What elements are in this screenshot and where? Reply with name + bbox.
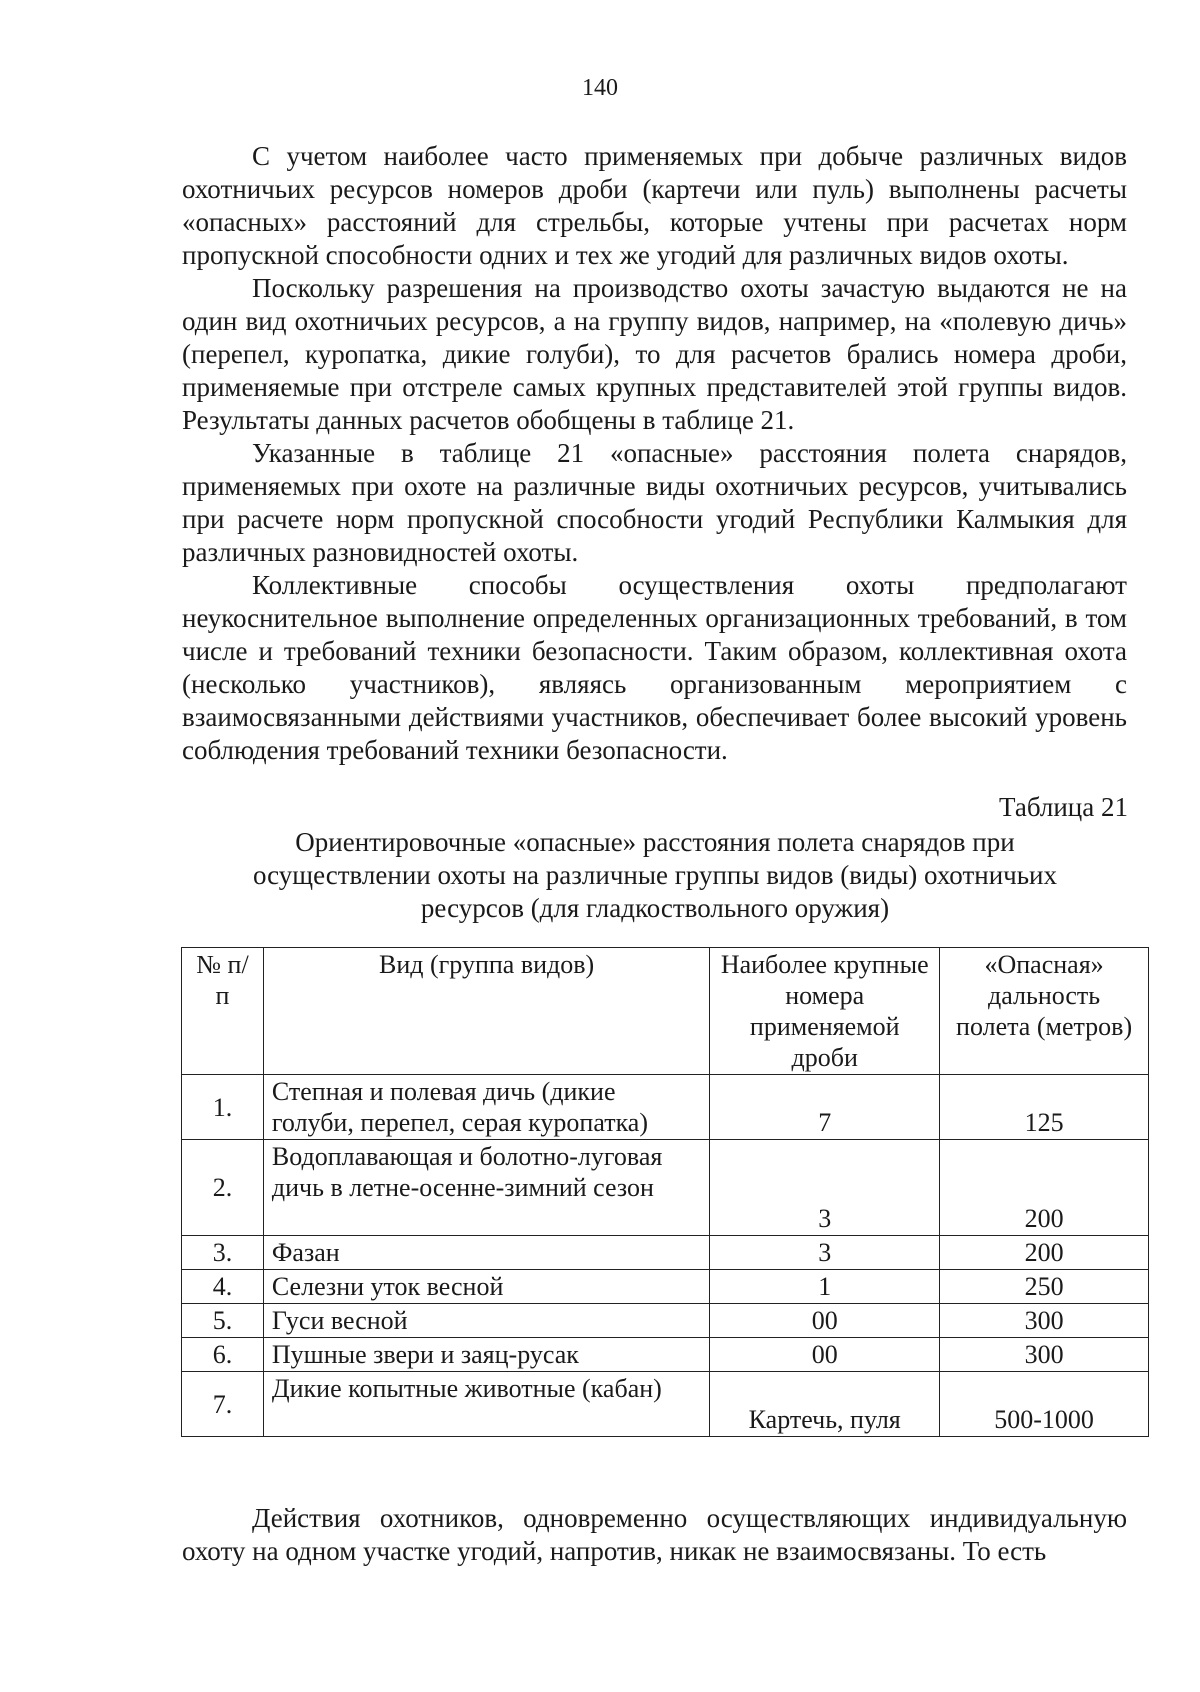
table-row [182, 1236, 1149, 1270]
distance-table [181, 947, 1149, 1437]
table-label: Таблица 21 [999, 792, 1128, 822]
row-num: 1. [182, 1075, 264, 1140]
body-text [182, 140, 1127, 767]
row-num: 4. [182, 1270, 264, 1304]
row-kind: Селезни уток весной [263, 1270, 709, 1304]
table-row [182, 1075, 1149, 1140]
row-shot: Картечь, пуля [710, 1372, 940, 1437]
row-kind: Дикие копытные животные (кабан) [263, 1372, 709, 1437]
row-kind: Водоплавающая и болотно-луговая дичь в летне-осенне-зимний сезон [263, 1140, 709, 1236]
row-num: 7. [182, 1372, 264, 1437]
table-row [182, 1270, 1149, 1304]
row-num: 5. [182, 1304, 264, 1338]
paragraph-4: Коллективные способы осуществления охоты предполагают неукоснительное выполнение определенных организационных требований, в том числе и требований техники безопасности. Таким образом, коллективная охота (несколько участников), являясь организованным мероприятием с взаимосвязанными действиями участников, обеспечивает более высокий уровень соблюдения требований техники безопасности. [182, 570, 1127, 765]
table-row [182, 1304, 1149, 1338]
paragraph-3: Указанные в таблице 21 «опасные» расстояния полета снарядов, применяемых при охоте на различные виды охотничьих ресурсов, учитывались при расчете норм пропускной способности угодий Республики Калмыкия для различных разновидностей охоты. [182, 438, 1127, 567]
table-row [182, 1140, 1149, 1236]
header-shot: Наиболее крупные номера применяемой дроби [710, 948, 940, 1075]
row-distance: 250 [940, 1270, 1149, 1304]
row-num: 2. [182, 1140, 264, 1236]
header-num: № п/п [182, 948, 264, 1075]
page-number: 140 [582, 75, 618, 101]
after-table-text [182, 1502, 1127, 1568]
row-distance: 300 [940, 1338, 1149, 1372]
row-num: 3. [182, 1236, 264, 1270]
table-header-row [182, 948, 1149, 1075]
row-shot: 7 [710, 1075, 940, 1140]
row-shot: 00 [710, 1338, 940, 1372]
row-kind: Гуси весной [263, 1304, 709, 1338]
paragraph-2: Поскольку разрешения на производство охоты зачастую выдаются не на один вид охотничьих ресурсов, а на группу видов, например, на «полевую дичь» (перепел, куропатка, дикие голуби), то для расчетов брались номера дроби, применяемые при отстреле самых крупных представителей этой группы видов. Результаты данных расчетов обобщены в таблице 21. [182, 273, 1127, 435]
paragraph-1: С учетом наиболее часто применяемых при добыче различных видов охотничьих ресурсов номеров дроби (картечи или пуль) выполнены расчеты «опасных» расстояний для стрельбы, которые учтены при расчетах норм пропускной способности одних и тех же угодий для различных видов охоты. [182, 141, 1127, 270]
row-num: 6. [182, 1338, 264, 1372]
row-shot: 3 [710, 1236, 940, 1270]
table-row [182, 1372, 1149, 1437]
table-caption: Ориентировочные «опасные» расстояния полета снарядов при осуществлении охоты на различные группы видов (виды) охотничьих ресурсов (для гладкоствольного оружия) [252, 827, 1057, 923]
header-kind: Вид (группа видов) [263, 948, 709, 1075]
paragraph-5: Действия охотников, одновременно осуществляющих индивидуальную охоту на одном участке угодий, напротив, никак не взаимосвязаны. То есть [182, 1503, 1127, 1566]
table-row [182, 1338, 1149, 1372]
row-distance: 300 [940, 1304, 1149, 1338]
row-kind: Фазан [263, 1236, 709, 1270]
row-shot: 3 [710, 1140, 940, 1236]
header-distance: «Опасная» дальность полета (метров) [940, 948, 1149, 1075]
row-distance: 200 [940, 1236, 1149, 1270]
row-kind: Степная и полевая дичь (дикие голуби, перепел, серая куропатка) [263, 1075, 709, 1140]
row-shot: 00 [710, 1304, 940, 1338]
row-distance: 200 [940, 1140, 1149, 1236]
row-distance: 500-1000 [940, 1372, 1149, 1437]
row-distance: 125 [940, 1075, 1149, 1140]
row-kind: Пушные звери и заяц-русак [263, 1338, 709, 1372]
row-shot: 1 [710, 1270, 940, 1304]
